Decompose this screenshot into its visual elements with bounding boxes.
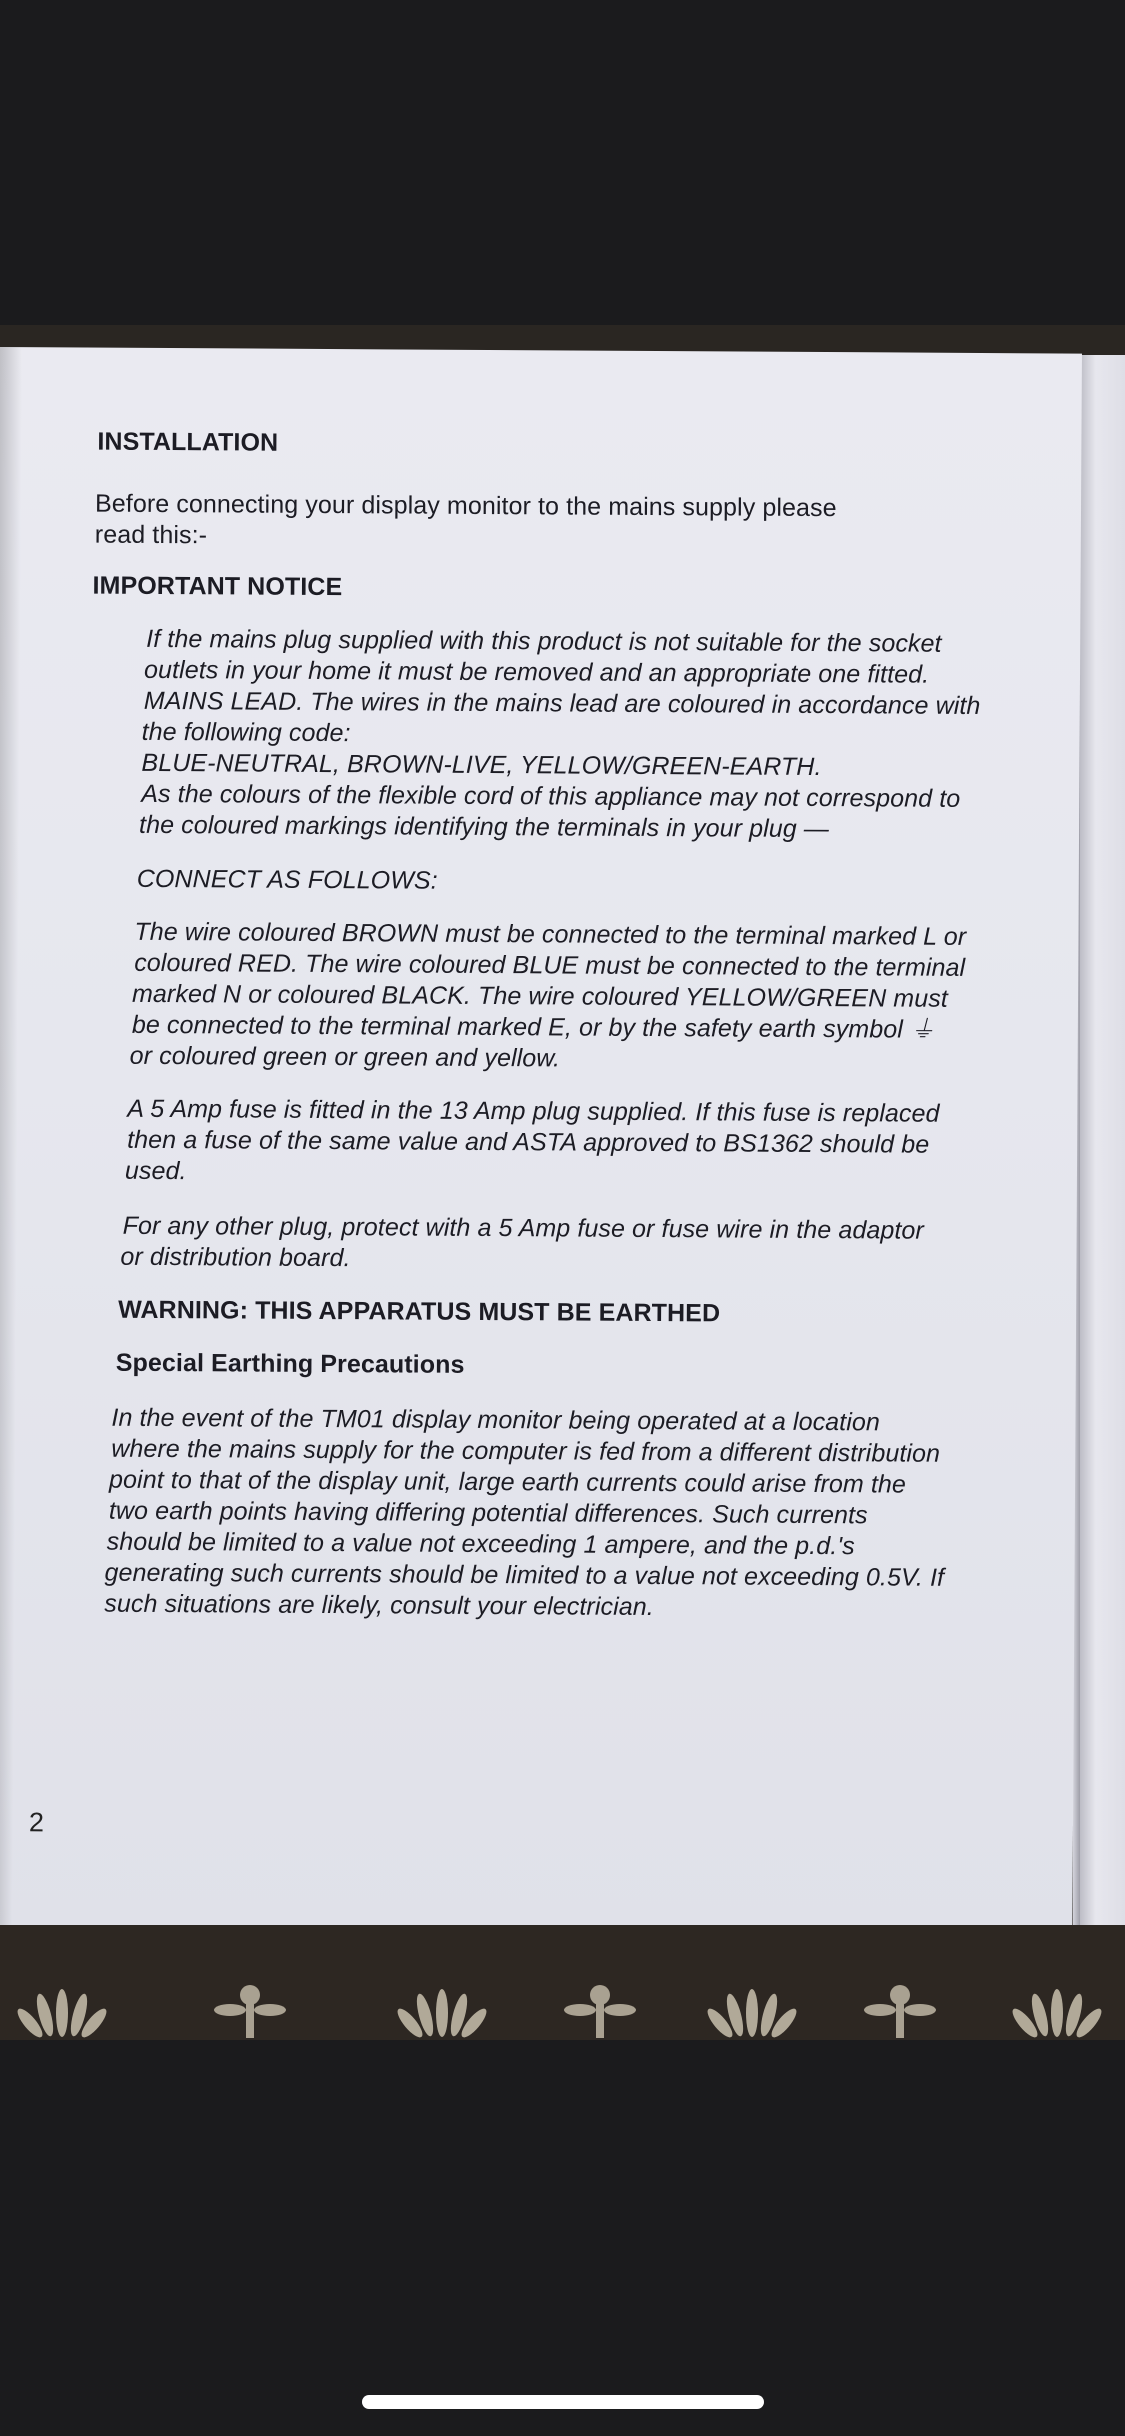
special-line: should be limited to a value not exceeding 1 ampere, and the p.d.'s — [106, 1527, 855, 1561]
connect-line: The wire coloured BROWN must be connected to the terminal marked L or — [134, 917, 967, 951]
fan-ornament — [995, 1965, 1115, 2040]
connect-line: or coloured green or green and yellow. — [129, 1041, 561, 1073]
notice-line: If the mains plug supplied with this product is not suitable for the socket — [146, 624, 942, 658]
warning-heading: WARNING: THIS APPARATUS MUST BE EARTHED — [118, 1295, 721, 1328]
photo-frame — [0, 325, 1125, 2040]
connect-heading: CONNECT AS FOLLOWS: — [136, 864, 438, 895]
other-plug-line: or distribution board. — [120, 1242, 351, 1273]
flower-ornament — [540, 1965, 660, 2040]
special-heading: Special Earthing Precautions — [115, 1348, 465, 1379]
connect-line: coloured RED. The wire coloured BLUE must be connected to the terminal — [134, 948, 966, 982]
fuse-line: then a fuse of the same value and ASTA approved to BS1362 should be — [127, 1125, 930, 1159]
special-line: such situations are likely, consult your electrician. — [104, 1589, 654, 1622]
special-line: where the mains supply for the computer is fed from a different distribution — [111, 1434, 941, 1468]
notice-line: the coloured markings identifying the terminals in your plug — — [138, 810, 830, 844]
flower-ornament — [840, 1965, 960, 2040]
connect-line: be connected to the terminal marked E, or by the safety earth symbol ⏚ — [131, 1010, 936, 1044]
facing-page — [1080, 355, 1125, 1965]
page-shadow — [0, 347, 22, 1939]
special-line: In the event of the TM01 display monitor being operated at a location — [111, 1403, 881, 1437]
notice-line: the following code: — [141, 717, 351, 748]
heading-installation: INSTALLATION — [97, 427, 279, 457]
fan-ornament — [380, 1965, 500, 2040]
special-line: two earth points having differing potential differences. Such currents — [108, 1496, 868, 1530]
special-line: point to that of the display unit, large earth currents could arise from the — [108, 1465, 907, 1499]
page-content — [92, 348, 1024, 1622]
fuse-line: used. — [124, 1156, 187, 1186]
flower-ornament — [190, 1965, 310, 2040]
intro-text: read this:- — [94, 520, 208, 550]
connect-line: marked N or coloured BLACK. The wire coloured YELLOW/GREEN must — [131, 979, 948, 1013]
fan-ornament — [690, 1965, 810, 2040]
notice-line: outlets in your home it must be removed and an appropriate one fitted. — [143, 655, 930, 689]
fan-ornament — [0, 1965, 120, 2040]
special-line: generating such currents should be limited to a value not exceeding 0.5V. If — [104, 1558, 945, 1592]
notice-line: As the colours of the flexible cord of this appliance may not correspond to — [141, 779, 961, 813]
notice-line: BLUE-NEUTRAL, BROWN-LIVE, YELLOW/GREEN-EARTH. — [141, 748, 822, 782]
fuse-line: A 5 Amp fuse is fitted in the 13 Amp plug supplied. If this fuse is replaced — [127, 1094, 940, 1128]
page-number: 2 — [28, 1807, 45, 1838]
home-indicator[interactable] — [362, 2395, 764, 2409]
other-plug-line: For any other plug, protect with a 5 Amp fuse or fuse wire in the adaptor — [122, 1211, 924, 1245]
heading-important-notice: IMPORTANT NOTICE — [92, 571, 343, 602]
notice-line: MAINS LEAD. The wires in the mains lead are coloured in accordance with — [143, 686, 981, 720]
intro-text: Before connecting your display monitor to the mains supply please — [94, 489, 837, 523]
manual-page — [0, 347, 1082, 1946]
